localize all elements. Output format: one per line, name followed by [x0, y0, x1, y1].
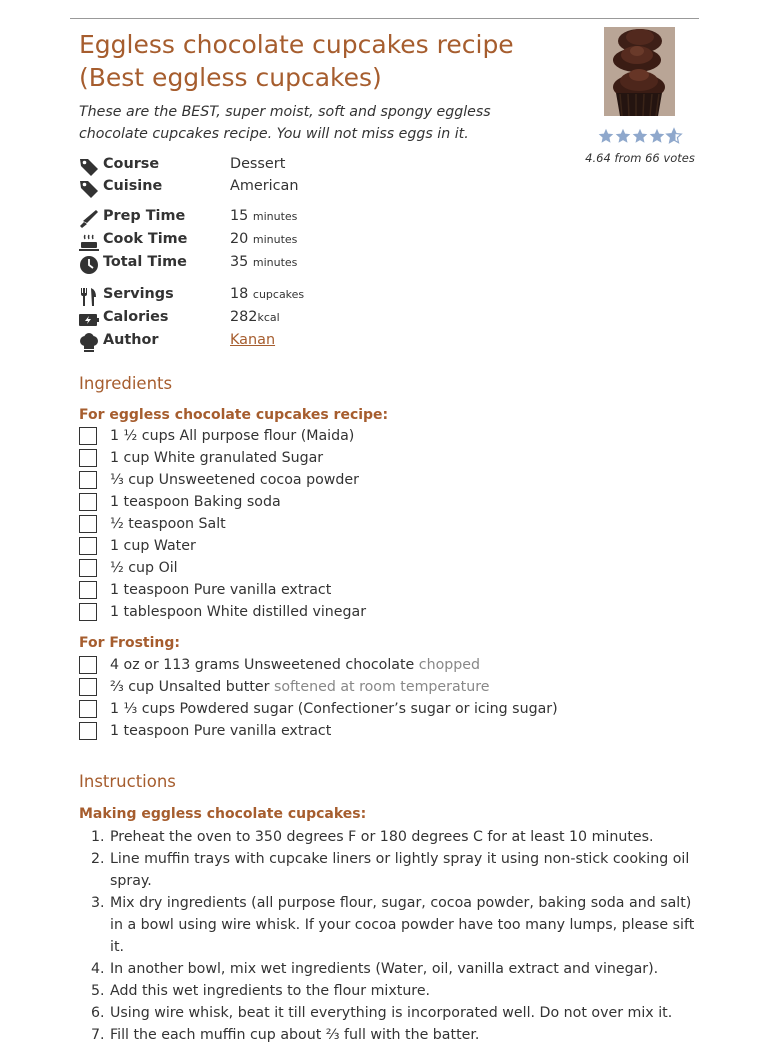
star-rating[interactable]: [598, 127, 684, 145]
instruction-step: 4. In another bowl, mix wet ingredients (Water, oil, vanilla extract and vinegar).: [91, 961, 659, 977]
meta-prep-time: [79, 208, 479, 228]
star-icon[interactable]: [599, 129, 614, 143]
ingredients-group-title: For eggless chocolate cupcakes recipe:: [79, 407, 389, 423]
meta-servings-value: 18 cupcakes: [230, 286, 305, 302]
meta-total-value: 35 minutes: [230, 254, 298, 270]
instruction-step: 3. Mix dry ingredients (all purpose flour, sugar, cocoa powder, baking soda and salt) in a bowl using wire whisk. If your cocoa powder have too many lumps, please sift it.: [91, 895, 695, 955]
ingredient-checkbox[interactable]: [79, 559, 97, 577]
ingredient-checkbox[interactable]: [79, 603, 97, 621]
ingredient-item: 1 ½ cups All purpose flour (Maida): [79, 428, 599, 450]
star-icon[interactable]: [616, 129, 631, 143]
meta-total-label: Total Time: [103, 254, 187, 270]
ingredient-note: chopped: [418, 657, 481, 673]
meta-cuisine-value: American: [230, 178, 299, 194]
instructions-group-title: Making eggless chocolate cupcakes:: [79, 806, 367, 822]
tag-icon: [79, 179, 99, 199]
ingredient-item: ½ cup Oil: [79, 560, 599, 582]
meta-servings: [79, 286, 479, 306]
meta-cuisine-label: Cuisine: [103, 178, 163, 194]
pot-icon: [79, 232, 99, 252]
instruction-step: 7. Fill the each muffin cup about ⅔ full with the batter.: [91, 1027, 480, 1043]
chef-hat-icon: [79, 333, 99, 353]
ingredient-checkbox[interactable]: [79, 471, 97, 489]
instruction-step: 6. Using wire whisk, beat it till everything is incorporated well. Do not over mix it.: [91, 1005, 673, 1021]
ingredient-item: 1 cup Water: [79, 538, 599, 560]
ingredient-item: ⅔ cup Unsalted butter softened at room temperature: [79, 679, 599, 701]
ingredient-checkbox[interactable]: [79, 537, 97, 555]
clock-icon: [79, 255, 99, 275]
ingredient-checkbox[interactable]: [79, 515, 97, 533]
ingredient-item: 1 teaspoon Baking soda: [79, 494, 599, 516]
ingredients-heading: Ingredients: [79, 374, 173, 393]
meta-cook-label: Cook Time: [103, 231, 188, 247]
star-icon[interactable]: [633, 129, 648, 143]
recipe-photo[interactable]: [604, 27, 675, 116]
meta-author-label: Author: [103, 332, 159, 348]
cupcake-image: [604, 27, 675, 116]
meta-prep-label: Prep Time: [103, 208, 186, 224]
star-half-icon[interactable]: [667, 129, 682, 143]
tag-icon: [79, 157, 99, 177]
instructions-heading: Instructions: [79, 772, 176, 791]
meta-servings-label: Servings: [103, 286, 174, 302]
meta-cuisine: [79, 178, 479, 198]
rating-votes: 4.64 from 66 votes: [585, 151, 695, 165]
meta-course-value: Dessert: [230, 156, 286, 172]
ingredient-item: ½ teaspoon Salt: [79, 516, 599, 538]
ingredient-note: softened at room temperature: [273, 679, 490, 695]
ingredient-checkbox[interactable]: [79, 722, 97, 740]
ingredient-item: 1 teaspoon Pure vanilla extract: [79, 723, 599, 745]
meta-course-label: Course: [103, 156, 160, 172]
ingredient-item: 1 cup White granulated Sugar: [79, 450, 599, 472]
meta-calories-value: 282kcal: [230, 309, 280, 325]
ingredient-checkbox[interactable]: [79, 656, 97, 674]
ingredient-item: ⅓ cup Unsweetened cocoa powder: [79, 472, 599, 494]
recipe-title: Eggless chocolate cupcakes recipe (Best eggless cupcakes): [79, 30, 514, 92]
author-link[interactable]: Kanan: [230, 332, 276, 348]
meta-cook-value: 20 minutes: [230, 231, 298, 247]
meta-total-time: [79, 254, 479, 274]
ingredient-item: 1 tablespoon White distilled vinegar: [79, 604, 599, 626]
meta-cook-time: [79, 231, 479, 251]
ingredient-item: 4 oz or 113 grams Unsweetened chocolate chopped: [79, 657, 599, 679]
instruction-step: 2. Line muffin trays with cupcake liners or lightly spray it using non-stick cooking oil spray.: [91, 851, 690, 889]
meta-author: [79, 332, 479, 352]
frosting-group-title: For Frosting:: [79, 635, 180, 651]
ingredient-checkbox[interactable]: [79, 700, 97, 718]
meta-calories: [79, 309, 479, 329]
ingredient-checkbox[interactable]: [79, 493, 97, 511]
ingredient-checkbox[interactable]: [79, 427, 97, 445]
top-divider: [70, 18, 699, 19]
ingredient-item: 1 teaspoon Pure vanilla extract: [79, 582, 599, 604]
star-icon[interactable]: [650, 129, 665, 143]
meta-prep-value: 15 minutes: [230, 208, 298, 224]
instruction-step: 1. Preheat the oven to 350 degrees F or 180 degrees C for at least 10 minutes.: [91, 829, 654, 845]
recipe-summary: These are the BEST, super moist, soft and spongy eggless chocolate cupcakes recipe. You will not miss eggs in it.: [79, 104, 491, 142]
instruction-steps: [79, 826, 699, 1046]
instruction-step: 5. Add this wet ingredients to the flour mixture.: [91, 983, 431, 999]
ingredient-checkbox[interactable]: [79, 678, 97, 696]
knife-icon: [79, 209, 99, 229]
battery-icon: [79, 310, 99, 330]
fork-knife-icon: [79, 287, 99, 307]
ingredient-item: 1 ⅓ cups Powdered sugar (Confectioner’s sugar or icing sugar): [79, 701, 599, 723]
ingredient-checkbox[interactable]: [79, 581, 97, 599]
meta-calories-label: Calories: [103, 309, 169, 325]
ingredient-checkbox[interactable]: [79, 449, 97, 467]
meta-course: [79, 156, 479, 176]
